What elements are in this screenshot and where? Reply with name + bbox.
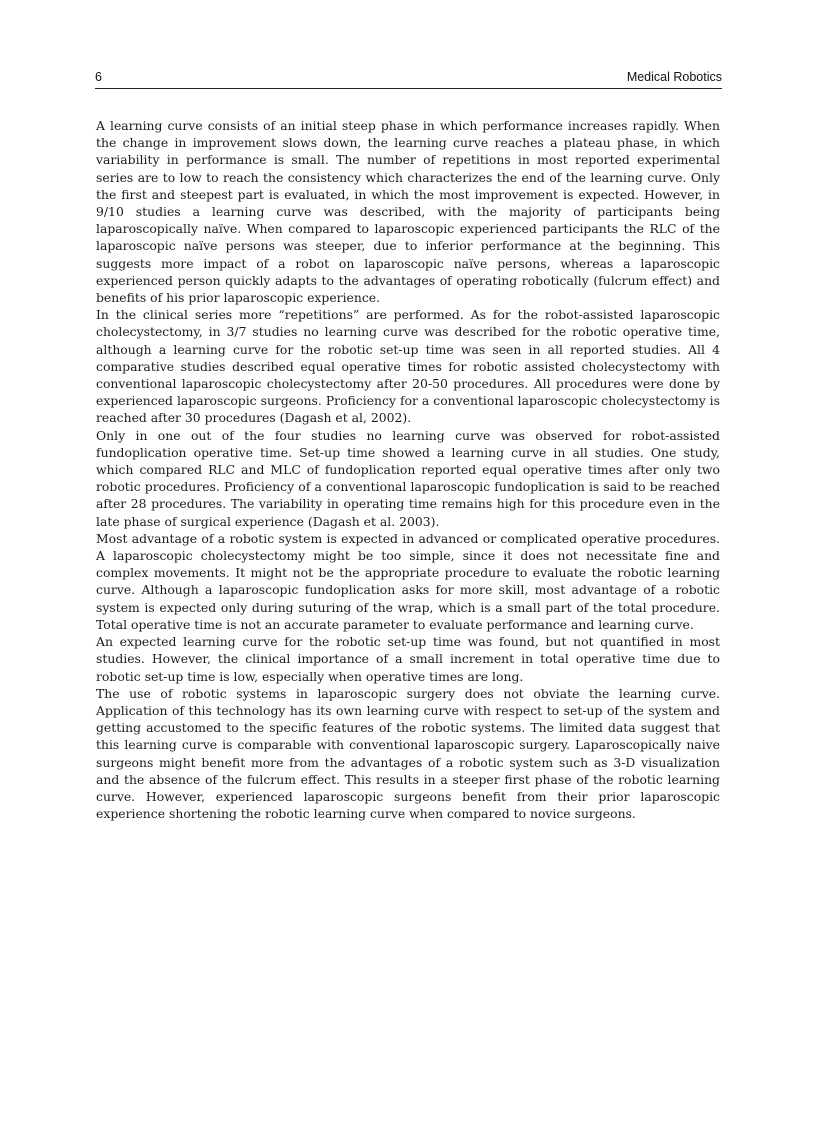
paragraph: Most advantage of a robotic system is expected in advanced or complicated operative procedures. A laparoscopic cholecystectomy might be too simple, since it does not necessitate fine and complex movements. It might not be the appropriate procedure to evaluate the robotic learning curve. Although a laparoscopic fundoplication asks for more skill, most advantage of a robotic system is expected only during suturing of the wrap, which is a small part of the total procedure. Total operative time is not an accurate parameter to evaluate performance and learning curve. — [96, 530, 720, 632]
paragraph: The use of robotic systems in laparoscopic surgery does not obviate the learning curve. Application of this technology has its own learning curve with respect to set-up of the system and getting accustomed to the specific features of the robotic systems. The limited data suggest that this learning curve is comparable with conventional laparoscopic surgery. Laparoscopically naive surgeons might benefit more from the advantages of a robotic system such as 3-D visualization and the absence of the fulcrum effect. This results in a steeper first phase of the robotic learning curve. However, experienced laparoscopic surgeons benefit from their prior laparoscopic experience shortening the robotic learning curve when compared to novice surgeons. — [96, 685, 720, 822]
paragraph: A learning curve consists of an initial steep phase in which performance increases rapidly. When the change in improvement slows down, the learning curve reaches a plateau phase, in which variability in performance is small. The number of repetitions in most reported experimental series are to low to reach the consistency which characterizes the end of the learning curve. Only the first and steepest part is evaluated, in which the most improvement is expected. However, in 9/10 studies a learning curve was described, with the majority of participants being laparoscopically naïve. When compared to laparoscopic experienced participants the RLC of the laparoscopic naïve persons was steeper, due to inferior performance at the beginning. This suggests more impact of a robot on laparoscopic naïve persons, whereas a laparoscopic experienced person quickly adapts to the advantages of operating robotically (fulcrum effect) and benefits of his prior laparoscopic experience. — [96, 118, 720, 306]
paragraph: Only in one out of the four studies no learning curve was observed for robot-assisted fundoplication operative time. Set-up time showed a learning curve in all studies. One study, which compared RLC and MLC of fundoplication reported equal operative times after only two robotic procedures. Proficiency of a conventional laparoscopic fundoplication is said to be reached after 28 procedures. The variability in operating time remains high for this procedure even in the late phase of surgical experience (Dagash et al. 2003). — [96, 427, 720, 529]
page-number: 6 — [95, 70, 102, 84]
page-header — [95, 68, 722, 89]
body-text — [96, 117, 720, 822]
running-title: Medical Robotics — [626, 70, 722, 84]
paragraph: An expected learning curve for the robotic set-up time was found, but not quantified in most studies. However, the clinical importance of a small increment in total operative time due to robotic set-up time is low, especially when operative times are long. — [96, 634, 720, 684]
paragraph: In the clinical series more “repetitions” are performed. As for the robot-assisted laparoscopic cholecystectomy, in 3/7 studies no learning curve was described for the robotic operative time, although a learning curve for the robotic set-up time was seen in all reported studies. All 4 comparative studies described equal operative times for robotic assisted cholecystectomy with conventional laparoscopic cholecystectomy after 20-50 procedures. All procedures were done by experienced laparoscopic surgeons. Proficiency for a conventional laparoscopic cholecystectomy is reached after 30 procedures (Dagash et al, 2002). — [96, 307, 720, 426]
